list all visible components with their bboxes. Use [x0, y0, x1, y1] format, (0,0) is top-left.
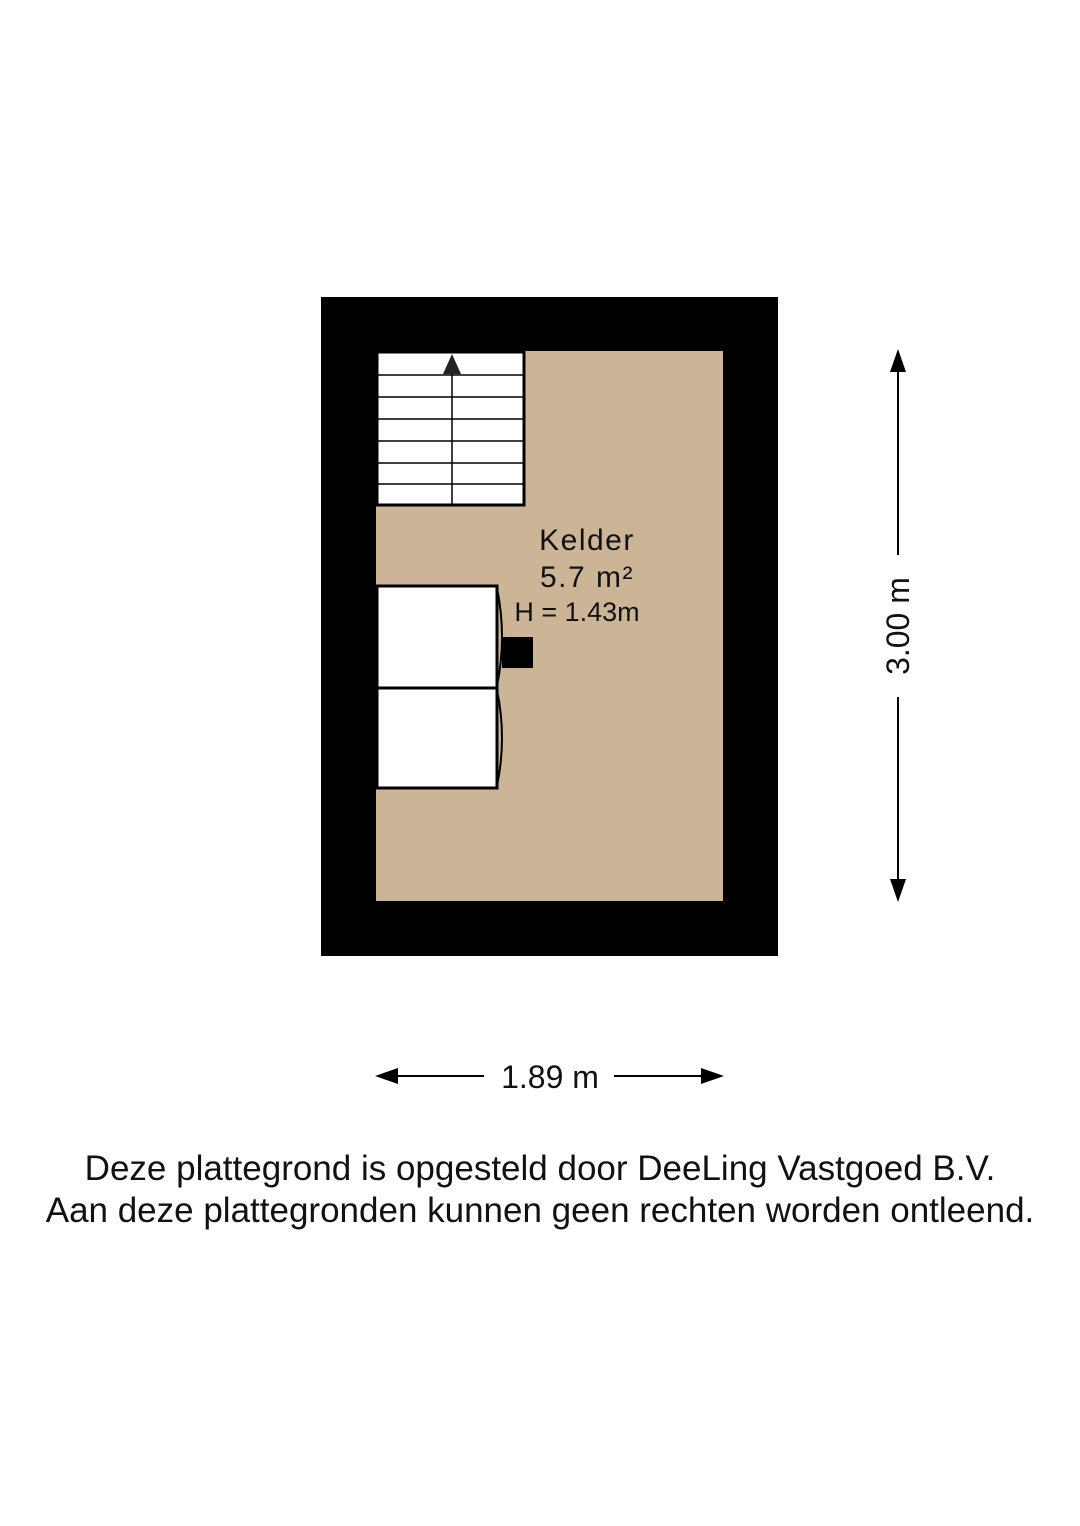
disclaimer: [0, 1148, 1080, 1232]
dimension-vertical: [880, 349, 916, 902]
staircase: [377, 352, 524, 505]
arrow-up-icon: [890, 349, 906, 372]
disclaimer-line-2: Aan deze plattegronden kunnen geen rechten worden ontleend.: [45, 1191, 1035, 1230]
storage-unit-upper: [377, 586, 502, 688]
column: [502, 637, 533, 668]
disclaimer-line-1: Deze plattegrond is opgesteld door DeeLing Vastgoed B.V.: [84, 1149, 996, 1188]
dimension-height-label: 3.00 m: [880, 577, 916, 675]
storage-unit-lower: [377, 688, 502, 788]
room-height: H = 1.43m: [514, 597, 640, 627]
dimension-horizontal: [375, 1059, 724, 1095]
arrow-left-icon: [375, 1068, 398, 1084]
dimension-width-label: 1.89 m: [501, 1059, 599, 1095]
room-area: 5.7 m²: [539, 561, 635, 594]
room-name: Kelder: [539, 524, 635, 557]
arrow-down-icon: [890, 879, 906, 902]
arrow-right-icon: [701, 1068, 724, 1084]
